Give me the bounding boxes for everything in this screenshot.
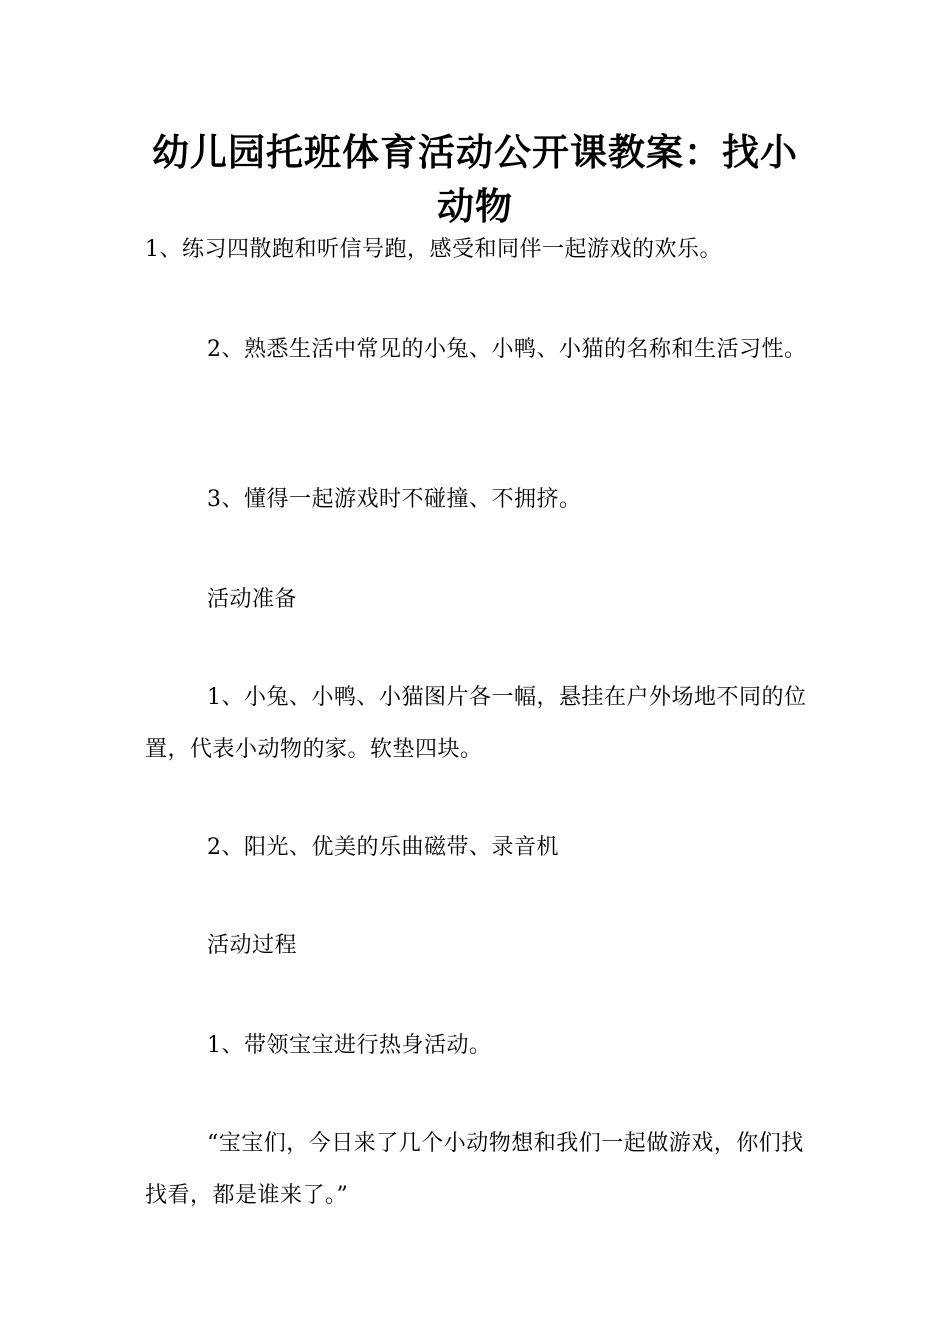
preparation-item-2: 2、阳光、优美的乐曲磁带、录音机 (207, 835, 559, 860)
process-step-1: 1、带领宝宝进行热身活动。 (207, 1033, 492, 1058)
preparation-item-1: 1、小兔、小鸭、小猫图片各一幅，悬挂在户外场地不同的位置，代表小动物的家。软垫四块。 (145, 685, 807, 762)
objective-3: 3、懂得一起游戏时不碰撞、不拥挤。 (207, 487, 582, 512)
objective-2: 2、熟悉生活中常见的小兔、小鸭、小猫的名称和生活习性。 (207, 337, 807, 362)
process-quote: “宝宝们，今日来了几个小动物想和我们一起做游戏，你们找找看，都是谁来了。” (145, 1131, 804, 1208)
document-title: 幼儿园托班体育活动公开课教案：找小动物 (152, 131, 798, 228)
section-heading-preparation: 活动准备 (207, 587, 298, 612)
section-heading-process: 活动过程 (207, 933, 298, 958)
objective-1: 1、练习四散跑和听信号跑，感受和同伴一起游戏的欢乐。 (145, 237, 722, 262)
